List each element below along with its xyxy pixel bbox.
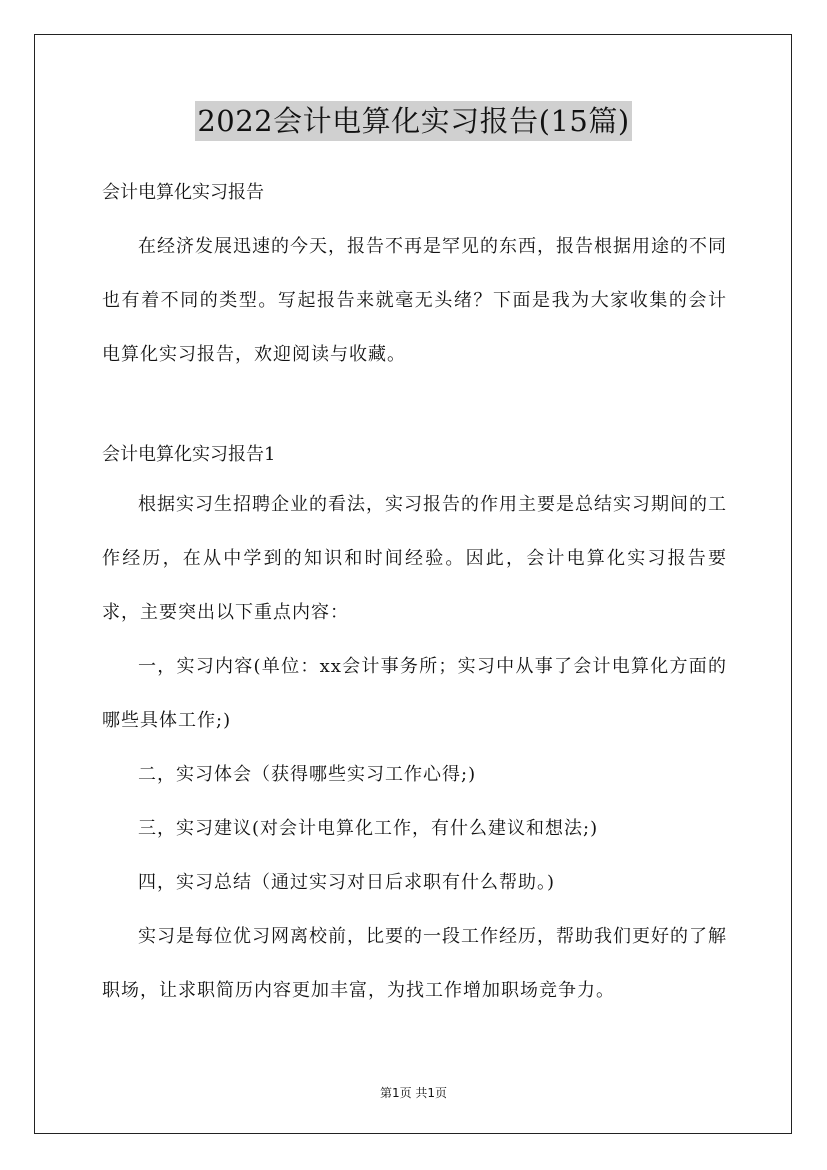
title-container xyxy=(0,101,827,141)
section1-heading: 会计电算化实习报告1 xyxy=(102,444,276,465)
section1-paragraph: 根据实习生招聘企业的看法，实习报告的作用主要是总结实习期间的工作经历，在从中学到的知识和时间经验。因此，会计电算化实习报告要求，主要突出以下重点内容： xyxy=(102,494,727,623)
document-body xyxy=(102,172,727,1018)
spacer xyxy=(102,382,727,434)
section1-paragraph: 三，实习建议(对会计电算化工作，有什么建议和想法;) xyxy=(138,818,599,839)
document-title: 2022会计电算化实习报告(15篇) xyxy=(195,101,631,141)
section1-paragraph: 实习是每位优习网离校前，比要的一段工作经历，帮助我们更好的了解职场，让求职简历内容更加丰富，为找工作增加职场竞争力。 xyxy=(102,926,727,1001)
section1-paragraph: 四，实习总结（通过实习对日后求职有什么帮助。) xyxy=(138,872,556,893)
intro-heading: 会计电算化实习报告 xyxy=(102,182,264,203)
section1-paragraph: 一，实习内容(单位：xx会计事务所；实习中从事了会计电算化方面的哪些具体工作;) xyxy=(102,656,727,731)
section1-paragraph: 二，实习体会（获得哪些实习工作心得;) xyxy=(138,764,477,785)
intro-paragraph: 在经济发展迅速的今天，报告不再是罕见的东西，报告根据用途的不同也有着不同的类型。写起报告来就毫无头绪？下面是我为大家收集的会计电算化实习报告，欢迎阅读与收藏。 xyxy=(102,236,727,365)
page-footer: 第1页 共1页 xyxy=(379,1086,448,1100)
